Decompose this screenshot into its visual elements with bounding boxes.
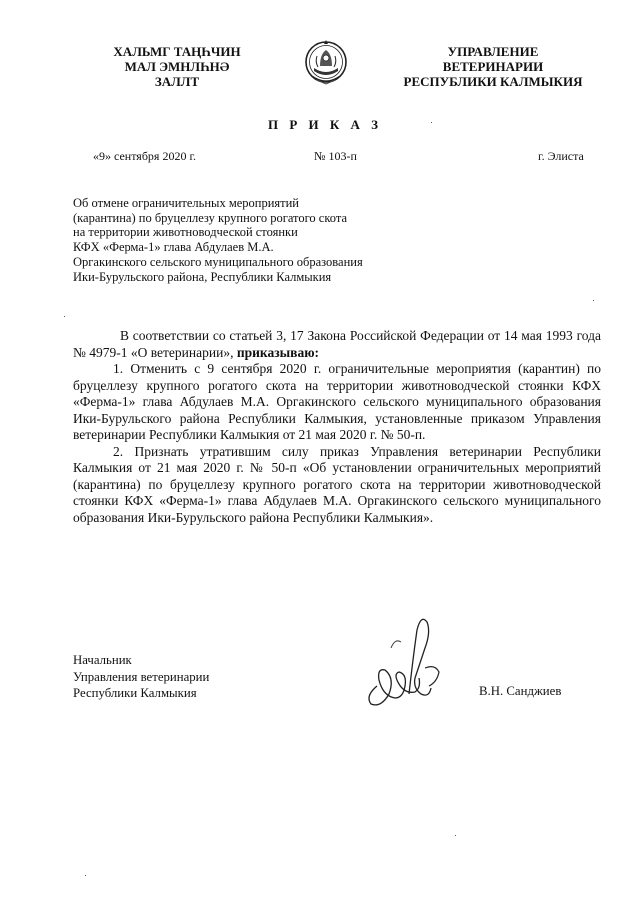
signer-name: В.Н. Санджиев (479, 684, 562, 698)
order-number: № 103-п (314, 149, 357, 163)
scan-speck (455, 835, 456, 836)
order-city: г. Элиста (538, 149, 584, 163)
signer-position (73, 652, 209, 702)
header-right-russian-title (398, 44, 588, 89)
header-right-line: УПРАВЛЕНИЕ (447, 44, 539, 59)
header-left-line: ЗАЛЛТ (154, 74, 200, 89)
subject-line: Об отмене ограничительных мероприятий (73, 196, 300, 210)
handwritten-signature-icon (355, 608, 447, 718)
order-item-1: 1. Отменить с 9 сентября 2020 г. ограничительные мероприятия (карантин) по бруцеллезу крупного рогатого скота на территории животноводческой стоянки КФХ «Ферма-1» глава Абдулаев М.А. Оргакинского сельского муниципального образования Ики-Бурульского района Республики Калмыкия, установленные приказом Управления ветеринарии Республики Калмыкия от 21 мая 2020 г. № 50-п. (73, 361, 601, 442)
scan-speck (593, 300, 594, 301)
header-left-kalmyk-title (98, 44, 256, 89)
scan-speck (64, 316, 65, 317)
subject-line: Ики-Бурульского района, Республики Калмыкия (73, 269, 332, 284)
subject-line: (карантина) по бруцеллезу крупного рогатого скота (73, 210, 348, 225)
signer-position-line: Управления ветеринарии (73, 669, 210, 684)
coat-of-arms-emblem-icon (303, 36, 349, 90)
preamble-text: В соответствии со статьей 3, 17 Закона Российской Федерации от 14 мая 1993 года № 4979-1 «О ветеринарии», (73, 328, 601, 360)
subject-line: на территории животноводческой стоянки (73, 225, 298, 240)
scan-speck (85, 875, 86, 876)
subject-line: Оргакинского сельского муниципального образования (73, 254, 363, 269)
order-subject (73, 196, 363, 284)
scan-speck (431, 122, 432, 123)
signer-position-line: Республики Калмыкия (73, 686, 197, 700)
header-right-line: РЕСПУБЛИКИ КАЛМЫКИЯ (403, 74, 583, 89)
document-title: П Р И К А З (267, 117, 383, 132)
header-left-line: МАЛ ЭМНЛҺНӘ (124, 59, 230, 74)
header-left-line: ХАЛЬМГ ТАҢҺЧИН (113, 44, 241, 59)
order-item-2: 2. Признать утратившим силу приказ Управления ветеринарии Республики Калмыкия от 21 мая 2020 г. № 50-п «Об установлении ограничительных мероприятий (карантина) по бруцеллезу крупного рогатого скота на территории животноводческой стоянки КФХ «Ферма-1» глава Абдулаев М.А. Оргакинского сельского муниципального образования Ики-Бурульского района Республики Калмыкия». (73, 443, 601, 525)
order-verb: приказываю: (236, 344, 320, 360)
order-date: «9» сентября 2020 г. (93, 149, 197, 163)
subject-line: КФХ «Ферма-1» глава Абдулаев М.А. (73, 240, 274, 255)
signer-position-line: Начальник (73, 653, 132, 667)
preamble-paragraph (73, 328, 601, 361)
order-body (73, 328, 601, 526)
header-right-line: ВЕТЕРИНАРИИ (442, 59, 544, 74)
